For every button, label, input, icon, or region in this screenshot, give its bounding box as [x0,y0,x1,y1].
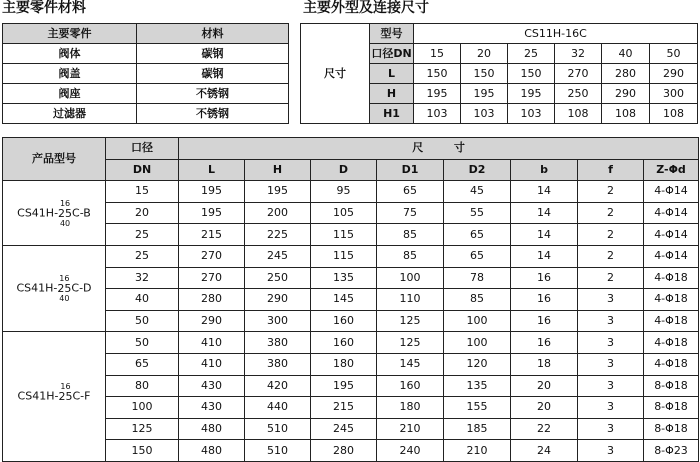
dim-value: 280 [311,440,377,462]
dim-value: 2 [578,224,644,246]
size-header: 尺 寸 [179,138,699,160]
dim-value: 55 [444,202,511,224]
dim-value: 145 [377,353,444,375]
dim-value: 3 [578,375,644,397]
dim-value: 95 [311,181,377,203]
table-row [3,181,699,203]
table-row [3,202,699,224]
part-name: 阀体 [3,44,137,64]
table-row [3,64,289,84]
dim-value: 290 [245,289,311,311]
dim-value: 65 [377,181,444,203]
dn-value: 65 [106,353,179,375]
dimensions-size-label: 尺寸 [301,24,370,124]
part-name: 过滤器 [3,104,137,124]
column-header: f [578,159,644,181]
dim-value: 4-Φ18 [644,332,699,354]
dn-value: 20 [461,44,508,64]
dim-value: 2 [578,245,644,267]
dim-value: 16 [511,332,578,354]
dim-value: 16 [511,289,578,311]
model-pressure-bottom: 40 [59,218,71,228]
dim-value: 135 [444,375,511,397]
part-name: 阀座 [3,84,137,104]
model-pressure-mid: 25 [57,282,72,296]
dim-value: 2 [578,202,644,224]
dim-value: 100 [444,332,511,354]
dim-value: 290 [650,64,698,84]
dim-value: 250 [245,267,311,289]
dim-value: 115 [311,245,377,267]
dim-value: 160 [377,375,444,397]
dn-value: 15 [414,44,461,64]
table-row [3,245,699,267]
model-prefix: CS41H- [17,206,59,220]
dim-value: 480 [179,418,245,440]
dim-value: 195 [461,84,508,104]
dn-value: 50 [650,44,698,64]
dim-value: 2 [578,181,644,203]
dim-value: 270 [179,245,245,267]
dim-value: 270 [179,267,245,289]
dim-value: 108 [555,104,602,124]
model-pressure-bottom [64,402,67,411]
dim-value: 440 [245,397,311,419]
table-row [3,353,699,375]
dn-value: 150 [106,440,179,462]
dim-row-label: L [370,64,414,84]
dim-value: 290 [602,84,650,104]
product-dimensions-table [2,137,699,462]
dimensions-type-label: 型号 [370,24,414,44]
dim-value: 280 [602,64,650,84]
dn-value: 25 [106,245,179,267]
table-row [3,104,289,124]
column-header: D1 [377,159,444,181]
model-pressure-mid: 25 [58,206,73,220]
model-suffix: C-D [71,281,92,295]
dim-value: 8-Φ18 [644,418,699,440]
dim-value: 110 [377,289,444,311]
dim-value: 420 [245,375,311,397]
dim-value: 8-Φ18 [644,397,699,419]
table-row [3,310,699,332]
dim-value: 150 [508,64,555,84]
dim-value: 3 [578,332,644,354]
table-row [3,224,699,246]
dim-value: 4-Φ14 [644,181,699,203]
dn-value: 100 [106,397,179,419]
dim-value: 250 [555,84,602,104]
dim-value: 100 [377,267,444,289]
dim-value: 3 [578,418,644,440]
table-row [3,440,699,462]
dim-value: 180 [377,397,444,419]
column-header: b [511,159,578,181]
dim-value: 510 [245,440,311,462]
part-material: 碳钢 [137,64,289,84]
dim-value: 85 [377,245,444,267]
dimensions-model: CS11H-16C [414,24,698,44]
dim-value: 510 [245,418,311,440]
dim-value: 100 [444,310,511,332]
dim-value: 480 [179,440,245,462]
dim-value: 16 [511,267,578,289]
dim-value: 4-Φ14 [644,202,699,224]
dim-value: 200 [245,202,311,224]
dim-value: 4-Φ18 [644,310,699,332]
dim-value: 125 [377,332,444,354]
model-pressure-top: 16 [60,382,71,392]
dn-header: DN [106,159,179,181]
dimensions-table [300,23,698,124]
dim-value: 120 [444,353,511,375]
dim-value: 85 [377,224,444,246]
dim-value: 410 [179,353,245,375]
dim-value: 180 [311,353,377,375]
dim-row-label: H1 [370,104,414,124]
materials-header-material: 材料 [137,24,289,44]
dim-value: 195 [179,181,245,203]
model-prefix: CS41H- [16,281,58,295]
dim-value: 103 [414,104,461,124]
dim-value: 65 [444,224,511,246]
dim-value: 410 [179,332,245,354]
dn-value: 40 [602,44,650,64]
dn-value: 25 [508,44,555,64]
dim-value: 14 [511,202,578,224]
dim-value: 24 [511,440,578,462]
dim-value: 270 [555,64,602,84]
dim-value: 108 [650,104,698,124]
dim-value: 195 [508,84,555,104]
dn-value: 80 [106,375,179,397]
table-row [3,267,699,289]
materials-header-part: 主要零件 [3,24,137,44]
table-row [3,44,289,64]
dn-value: 32 [555,44,602,64]
model-pressure-top: 16 [59,274,70,284]
dim-value: 3 [578,310,644,332]
dn-value: 125 [106,418,179,440]
model-pressure-stack [58,382,72,411]
dim-value: 150 [461,64,508,84]
dim-value: 185 [444,418,511,440]
dim-value: 20 [511,375,578,397]
dim-value: 215 [311,397,377,419]
materials-table [2,23,289,124]
dim-value: 85 [444,289,511,311]
table-row [3,84,289,104]
dim-value: 18 [511,353,578,375]
dim-value: 16 [511,310,578,332]
dim-value: 4-Φ18 [644,289,699,311]
dim-value: 160 [311,310,377,332]
table-row [3,375,699,397]
dn-value: 40 [106,289,179,311]
table-row [3,397,699,419]
model-pressure-mid: 25 [58,390,73,404]
dim-value: 300 [650,84,698,104]
part-name: 阀盖 [3,64,137,84]
dim-value: 135 [311,267,377,289]
caliber-header: 口径 [106,138,179,160]
dim-value: 14 [511,181,578,203]
dim-value: 20 [511,397,578,419]
dn-value: 50 [106,310,179,332]
dim-value: 108 [602,104,650,124]
table-row [3,289,699,311]
dim-value: 210 [377,418,444,440]
product-model [3,181,106,246]
dim-value: 380 [245,332,311,354]
part-material: 不锈钢 [137,104,289,124]
dn-value: 50 [106,332,179,354]
dim-value: 115 [311,224,377,246]
model-suffix: C-F [72,389,91,403]
dim-value: 3 [578,440,644,462]
dim-value: 225 [245,224,311,246]
dim-value: 430 [179,375,245,397]
dim-value: 4-Φ18 [644,353,699,375]
dim-value: 4-Φ14 [644,245,699,267]
dim-value: 103 [508,104,555,124]
dim-value: 195 [179,202,245,224]
column-header: L [179,159,245,181]
dim-value: 4-Φ18 [644,267,699,289]
dim-value: 195 [311,375,377,397]
dim-value: 215 [179,224,245,246]
materials-title: 主要零件材料 [2,0,86,16]
dn-value: 25 [106,224,179,246]
table-row [3,332,699,354]
product-model [3,245,106,331]
dim-value: 105 [311,202,377,224]
dim-value: 210 [444,440,511,462]
model-suffix: C-B [72,206,91,220]
dim-value: 125 [377,310,444,332]
dim-value: 8-Φ23 [644,440,699,462]
dim-value: 195 [414,84,461,104]
table-row [3,418,699,440]
dn-value: 15 [106,181,179,203]
dn-value: 20 [106,202,179,224]
dim-value: 103 [461,104,508,124]
product-model-header: 产品型号 [3,138,106,181]
dimensions-title: 主要外型及连接尺寸 [303,0,429,16]
dn-value: 32 [106,267,179,289]
dim-value: 155 [444,397,511,419]
dim-value: 3 [578,353,644,375]
part-material: 不锈钢 [137,84,289,104]
dim-value: 430 [179,397,245,419]
dim-value: 3 [578,289,644,311]
column-header: D [311,159,377,181]
dim-value: 75 [377,202,444,224]
column-header: H [245,159,311,181]
dim-value: 160 [311,332,377,354]
dim-value: 2 [578,267,644,289]
dim-value: 150 [414,64,461,84]
dim-value: 245 [311,418,377,440]
dim-value: 45 [444,181,511,203]
dim-value: 65 [444,245,511,267]
dim-value: 380 [245,353,311,375]
dim-value: 78 [444,267,511,289]
dim-value: 14 [511,224,578,246]
dim-value: 280 [179,289,245,311]
part-material: 碳钢 [137,44,289,64]
model-pressure-stack [58,199,72,228]
dim-value: 240 [377,440,444,462]
model-pressure-top: 16 [59,198,71,208]
dim-value: 3 [578,397,644,419]
dim-value: 22 [511,418,578,440]
dim-value: 195 [245,181,311,203]
model-pressure-bottom: 40 [59,294,70,304]
dimensions-dn-label: 口径DN [370,44,414,64]
dim-value: 290 [179,310,245,332]
column-header: Z-Φd [644,159,699,181]
dim-value: 245 [245,245,311,267]
product-model [3,332,106,462]
dim-value: 4-Φ14 [644,224,699,246]
dim-value: 145 [311,289,377,311]
column-header: D2 [444,159,511,181]
model-pressure-stack [57,274,71,303]
dim-value: 14 [511,245,578,267]
dim-value: 8-Φ18 [644,375,699,397]
dim-row-label: H [370,84,414,104]
dim-value: 300 [245,310,311,332]
model-prefix: CS41H- [17,389,59,403]
